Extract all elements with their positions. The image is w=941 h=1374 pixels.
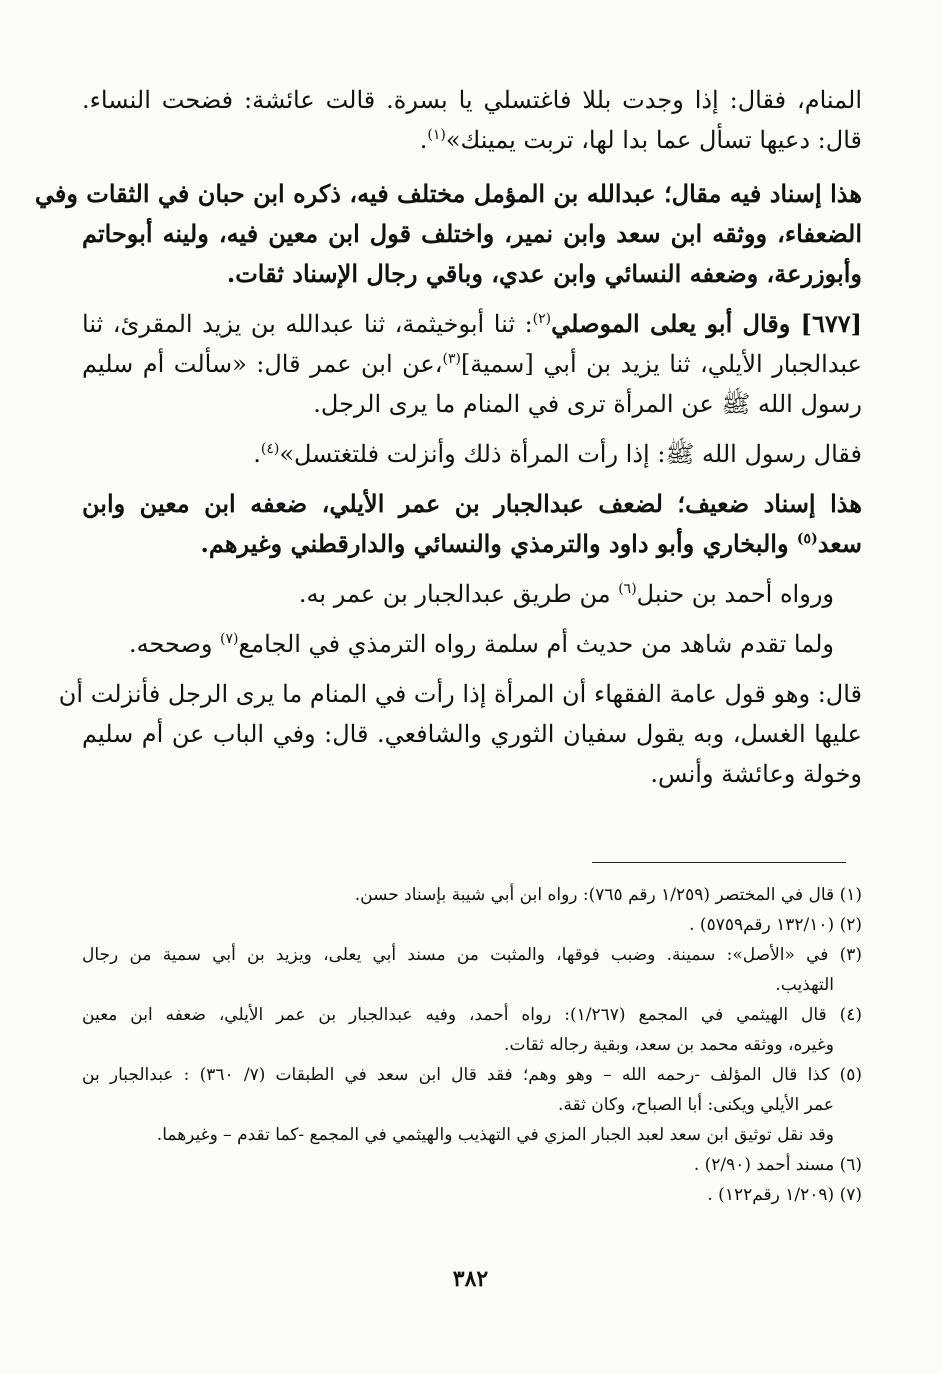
text-line: ولما تقدم شاهد من حديث أم سلمة رواه الترمذي في الجامع$^{(٧)}$ وصححه. [128, 630, 834, 658]
footnote-3-cont: التهذيب. [775, 975, 834, 995]
footnotes [82, 880, 862, 1210]
footnote-3: (٣) في «الأصل»: سمينة. وضبب فوقها، والمثبت من مسند أبي يعلى، ويزيد بن أبي سمية من رجال [82, 945, 862, 965]
paragraph-8 [58, 674, 862, 794]
footnote-ref-7: (٧) [220, 631, 239, 647]
paragraph-5 [82, 484, 862, 564]
paragraph-6 [82, 574, 862, 614]
text-line: وأبوزرعة، وضعفه النسائي وابن عدي، وباقي رجال الإسناد ثقات. [226, 259, 862, 288]
footnote-2: (٢) (١٣٢/١٠ رقم٥٧٥٩) . [689, 915, 862, 935]
main-text [34, 80, 863, 804]
text-line: عبدالجبار الأيلي، ثنا يزيد بن أبي [سمية]$^{(٣)}$،عن ابن عمر قال: «سألت أم سليم [82, 350, 862, 378]
text-line: فقال رسول الله ﷺ: إذا رأت المرأة ذلك وأنزلت فلتغتسل»$^{(٤)}$. [253, 440, 862, 468]
text-line: قال: وهو قول عامة الفقهاء أن المرأة إذا رأت في المنام ما يرى الرجل فأنزلت أن [58, 680, 862, 708]
paragraph-4 [82, 434, 862, 474]
text-line: المنام، فقال: إذا وجدت بللا فاغتسلي يا بسرة. قالت عائشة: فضحت النساء. [82, 86, 862, 114]
paragraph-hadith-677 [82, 304, 862, 424]
text-line: وخولة وعائشة وأنس. [650, 760, 862, 788]
text-line: الضعفاء، ووثقه ابن سعد وابن نمير، واختلف قول ابن معين فيه، ولينه أبوحاتم [82, 219, 862, 248]
footnote-4-cont: وغيره، ووثقه محمد بن سعد، وبقية رجاله ثقات. [504, 1035, 834, 1055]
footnote-4: (٤) قال الهيثمي في المجمع (١/٢٦٧): رواه أحمد، وفيه عبدالجبار بن عمر الأيلي، ضعفه ابن معين [82, 1005, 862, 1025]
text-line: سعد$^{(٥)}$ والبخاري وأبو داود والترمذي والنسائي والدارقطني وغيرهم. [200, 529, 862, 558]
text-line: [٦٧٧] وقال أبو يعلى الموصلي$^{(٢)}$: ثنا أبوخيثمة، ثنا عبدالله بن يزيد المقرئ، ثنا [82, 309, 863, 338]
footnote-ref-3: (٣) [442, 351, 461, 367]
paragraph-2 [34, 170, 862, 294]
text-line: ورواه أحمد بن حنبل$^{(٦)}$ من طريق عبدالجبار بن عمر به. [298, 580, 834, 608]
footnote-separator [592, 862, 846, 863]
footnote-ref-4: (٤) [260, 441, 280, 457]
footnote-ref-6: (٦) [618, 581, 637, 597]
footnote-1: (١) قال في المختصر (١/٢٥٩ رقم ٧٦٥): رواه ابن أبي شيبة بإسناد حسن. [354, 885, 862, 905]
footnote-ref-2: (٢) [532, 311, 552, 327]
text-line: رسول الله ﷺ عن المرأة ترى في المنام ما يرى الرجل. [313, 390, 862, 418]
text-line: هذا إسناد ضعيف؛ لضعف عبدالجبار بن عمر الأيلي، ضعفه ابن معين وابن [82, 489, 862, 518]
text-line: عليها الغسل، وبه يقول سفيان الثوري والشافعي. قال: وفي الباب عن أم سليم [82, 720, 862, 748]
text-line: هذا إسناد فيه مقال؛ عبدالله بن المؤمل مختلف فيه، ذكره ابن حبان في الثقات وفي [34, 179, 862, 208]
footnote-6: (٦) مسند أحمد (٢/٩٠) . [693, 1155, 862, 1175]
page-number: ٣٨٢ [452, 1266, 489, 1292]
footnote-ref-1: (١) [427, 127, 446, 143]
paragraph-1 [82, 80, 862, 160]
paragraph-7 [82, 624, 862, 664]
footnote-5-note: وقد نقل توثيق ابن سعد لعبد الجبار المزي في التهذيب والهيثمي في المجمع -كما تقدم – وغيرهما. [156, 1125, 834, 1145]
footnote-7: (٧) (١/٢٠٩ رقم١٢٢) . [707, 1185, 862, 1205]
footnote-5-cont: عمر الأيلي ويكنى: أبا الصباح، وكان ثقة. [558, 1095, 834, 1115]
text-line: قال: دعيها تسأل عما بدا لها، تربت يمينك»$^{(١)}$. [419, 126, 862, 154]
footnote-5: (٥) كذا قال المؤلف -رحمه الله – وهو وهم؛ فقد قال ابن سعد في الطبقات (٧/ ٣٦٠) : عبدالجبار بن [82, 1065, 862, 1085]
footnote-ref-5: (٥) [796, 531, 818, 547]
